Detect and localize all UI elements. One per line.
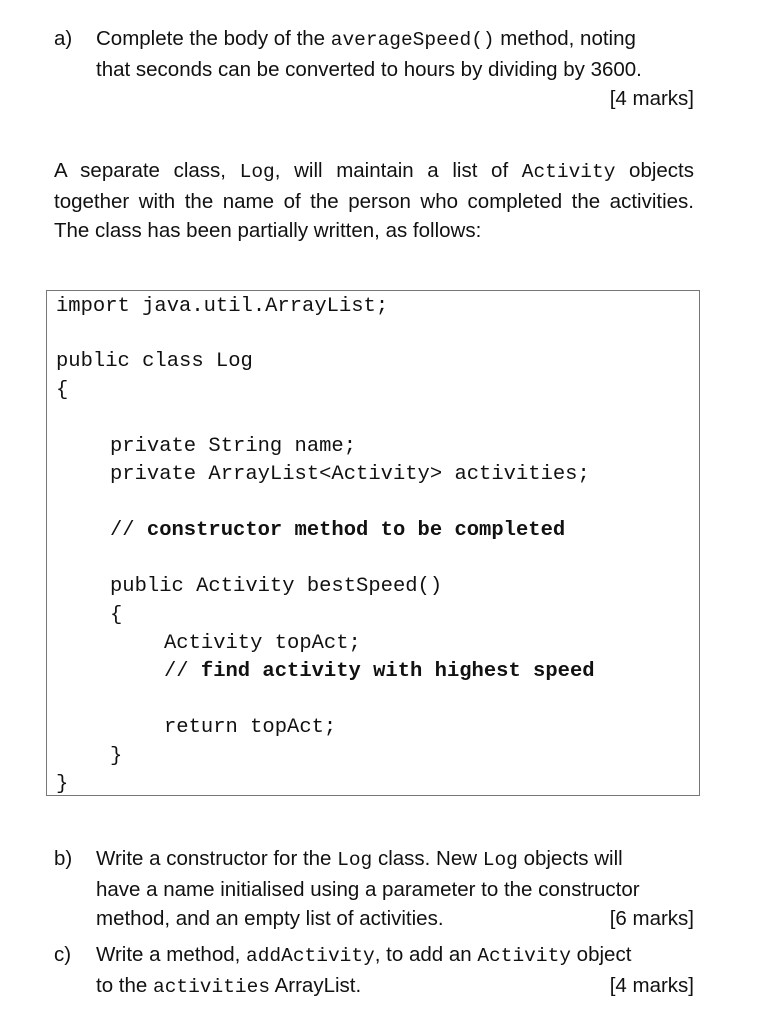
question-b-text-2: class. New — [372, 847, 483, 870]
intro-paragraph — [54, 156, 694, 245]
question-c-text-5: ArrayList. — [270, 974, 362, 997]
log-class-code: Log — [482, 849, 518, 871]
intro-text-2: , will maintain a list of — [274, 159, 522, 182]
code-class-close-brace: } — [56, 773, 69, 796]
code-class-open-brace: { — [56, 379, 69, 402]
question-b-line-1 — [96, 844, 694, 875]
code-comment-find — [164, 660, 595, 684]
question-b-marks: [6 marks] — [609, 907, 694, 930]
question-c-line-2-row — [96, 971, 694, 1002]
code-method-open-brace: { — [110, 604, 123, 627]
log-class-code: Log — [337, 849, 373, 871]
question-c-text-2: , to add an — [374, 943, 478, 966]
code-method-close-brace: } — [110, 745, 123, 768]
question-a — [54, 24, 694, 113]
comment-find-text: find activity with highest speed — [200, 660, 595, 683]
code-return-statement: return topAct; — [164, 716, 337, 739]
question-a-text-1: Complete the body of the — [96, 27, 331, 50]
question-c-line-1 — [96, 940, 694, 971]
comment-slashes: // — [164, 660, 201, 683]
question-c-text-4: to the — [96, 974, 153, 997]
question-c-text-3: object — [570, 943, 632, 966]
code-field-activities: private ArrayList<Activity> activities; — [110, 463, 590, 486]
code-comment-constructor — [110, 519, 565, 543]
question-b — [54, 844, 694, 933]
intro-text-3: objects together with the name of the person who completed the activities. The class has been partially written, as follows: — [54, 159, 694, 242]
question-c — [54, 940, 694, 1002]
question-a-label: a) — [54, 27, 73, 50]
question-a-text-2: method, noting — [494, 27, 636, 50]
question-b-text-3: objects will — [517, 847, 623, 870]
code-method-declaration: public Activity bestSpeed() — [110, 575, 443, 598]
question-b-line-2: have a name initialised using a parameter to the constructor — [96, 878, 640, 901]
code-listing — [46, 290, 700, 796]
question-a-text — [96, 24, 694, 113]
intro-text-1: A separate class, — [54, 159, 240, 182]
average-speed-code: averageSpeed() — [330, 29, 495, 51]
comment-slashes: // — [110, 519, 147, 542]
question-b-line-3: method, and an empty list of activities. — [96, 907, 444, 930]
add-activity-code: addActivity — [246, 945, 375, 967]
activities-field-code: activities — [153, 976, 271, 998]
question-b-text-1: Write a constructor for the — [96, 847, 338, 870]
comment-constructor-text: constructor method to be completed — [146, 519, 566, 542]
question-c-line-2 — [96, 971, 361, 1002]
question-c-label: c) — [54, 943, 72, 966]
question-a-line-2: that seconds can be converted to hours by dividing by 3600. — [96, 58, 642, 81]
activity-class-code: Activity — [477, 945, 571, 967]
question-b-label: b) — [54, 847, 73, 870]
log-class-code: Log — [239, 161, 275, 183]
code-import-line: import java.util.ArrayList; — [56, 295, 389, 318]
question-c-marks: [4 marks] — [609, 974, 694, 997]
code-field-name: private String name; — [110, 435, 357, 458]
question-a-line-1 — [96, 24, 694, 55]
question-c-text — [96, 940, 694, 1002]
question-b-line-3-row — [96, 904, 694, 933]
question-b-text — [96, 844, 694, 933]
activity-class-code: Activity — [521, 161, 616, 183]
question-a-marks: [4 marks] — [609, 87, 694, 110]
question-c-text-1: Write a method, — [96, 943, 247, 966]
code-class-declaration: public class Log — [56, 350, 253, 373]
code-local-variable: Activity topAct; — [164, 632, 361, 655]
